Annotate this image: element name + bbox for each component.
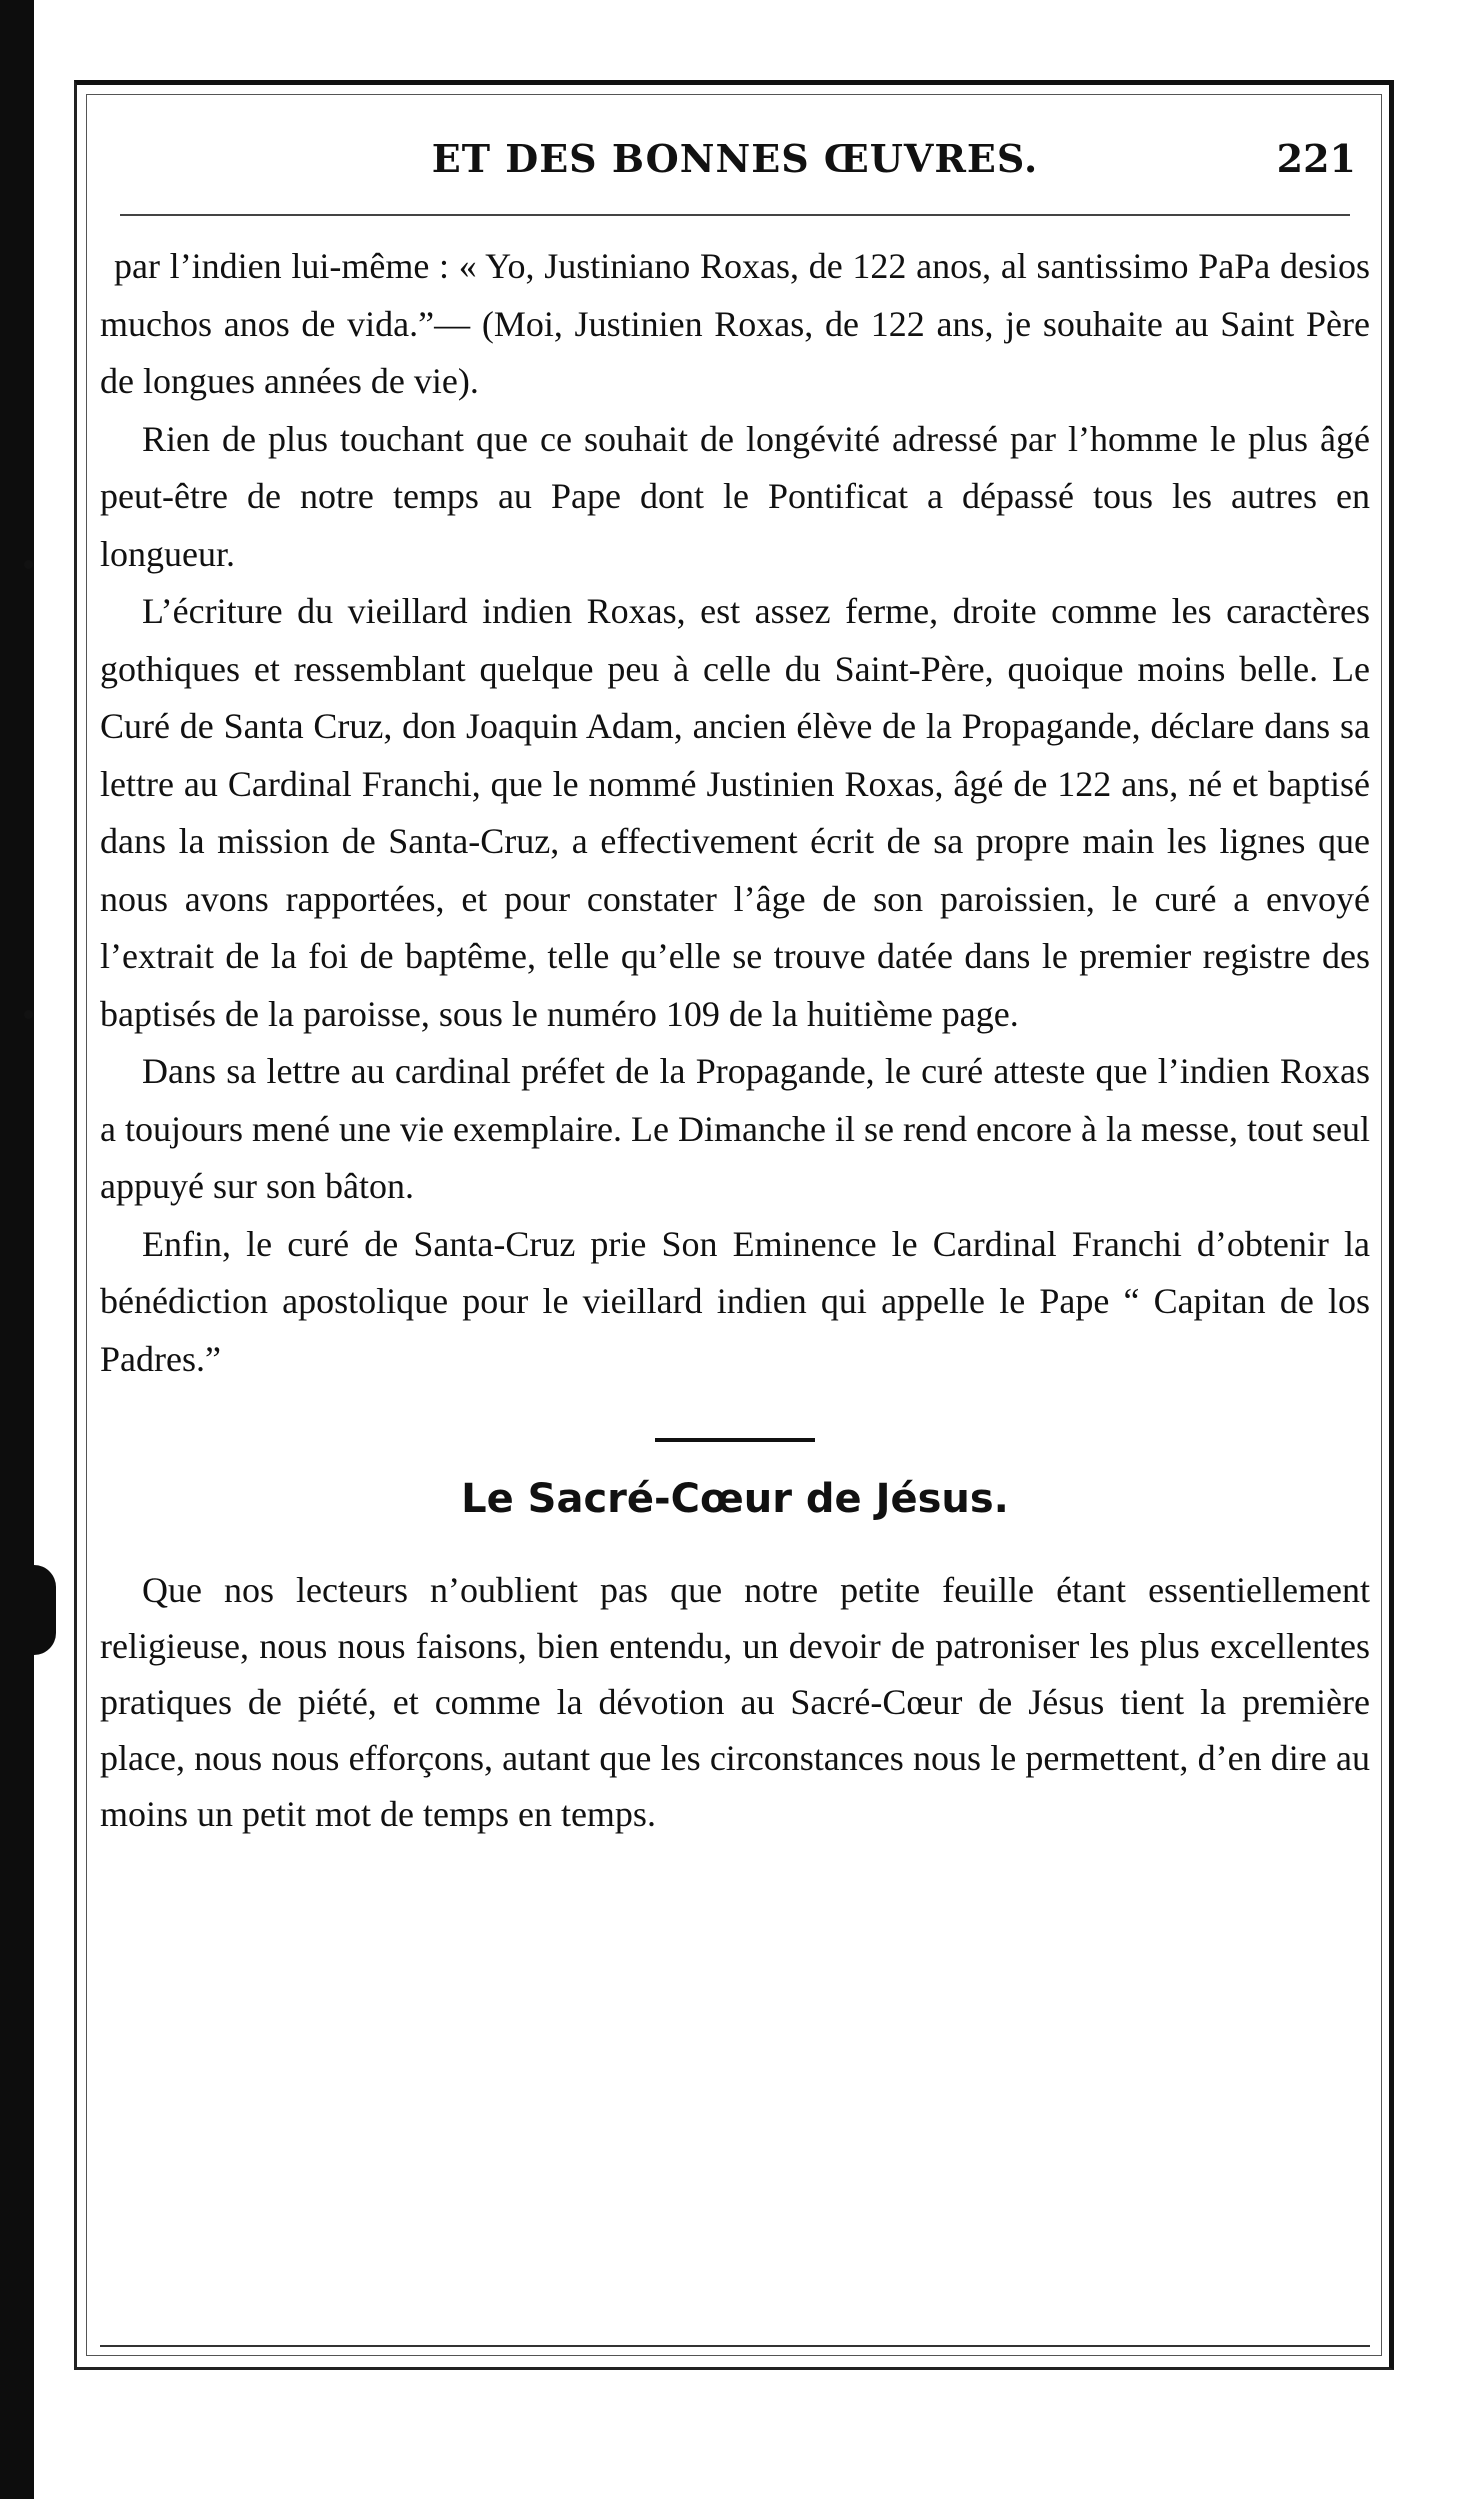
article-paragraph: Rien de plus touchant que ce souhait de longévité adressé par l’homme le plus âgé peut-être de notre temps au Pape dont le Pontificat a dépassé tous les autres en longueur. [100, 418, 1370, 574]
header-rule [120, 214, 1350, 216]
scan-speck [24, 560, 33, 569]
page-content [100, 96, 1370, 1842]
article-paragraph: L’écriture du vieillard indien Roxas, est assez ferme, droite comme les caractères gothiques et ressemblant quelque peu à celle du Saint-Père, quoique moins belle. Le Curé de Santa Cruz, don Joaquin Adam, ancien élève de la Propagande, déclare dans sa lettre au Cardinal Franchi, que le nommé Justinien Roxas, âgé de 122 ans, né et baptisé dans la mission de Santa-Cruz, a effectivement écrit de sa propre main les lignes que nous avons rapportées, et pour constater l’âge de son paroissien, le curé a envoyé l’extrait de la foi de baptême, telle qu’elle se trouve datée dans le premier registre des baptisés de la paroisse, sous le numéro 109 de la huitième page. [100, 591, 1370, 1034]
running-title: ET DES BONNES ŒUVRES. [431, 136, 1039, 181]
article-body [100, 238, 1370, 1388]
article-paragraph: Enfin, le curé de Santa-Cruz prie Son Eminence le Cardinal Franchi d’obtenir la bénédiction apostolique pour le vieillard indien qui appelle le Pape “ Capitan de los Padres.” [100, 1223, 1370, 1379]
running-head [100, 96, 1370, 216]
page-number: 221 [1276, 136, 1356, 181]
scan-edge-notch [34, 1565, 56, 1655]
section-title: Le Sacré-Cœur de Jésus. [461, 1476, 1009, 1522]
article-paragraph: Dans sa lettre au cardinal préfet de la Propagande, le curé atteste que l’indien Roxas a toujours mené une vie exemplaire. Le Dimanche il se rend encore à la messe, tout seul appuyé sur son bâton. [100, 1051, 1370, 1206]
section-paragraph: Que nos lecteurs n’oublient pas que notre petite feuille étant essentiellement religieuse, nous nous faisons, bien entendu, un devoir de patroniser les plus excellentes pratiques de piété, et comme la dévotion au Sacré-Cœur de Jésus tient la première place, nous nous efforçons, autant que les circonstances nous le permettent, d’en dire au moins un petit mot de temps en temps. [100, 1570, 1370, 1834]
article-paragraph: par l’indien lui-même : « Yo, Justiniano Roxas, de 122 anos, al santissimo PaPa desios muchos anos de vida.”— (Moi, Justinien Roxas, de 122 ans, je souhaite au Saint Père de longues années de vie). [100, 246, 1370, 401]
scan-speck [24, 1010, 33, 1019]
scan-left-edge [0, 0, 34, 2499]
bottom-rule [100, 2345, 1370, 2347]
section-divider [655, 1438, 815, 1442]
